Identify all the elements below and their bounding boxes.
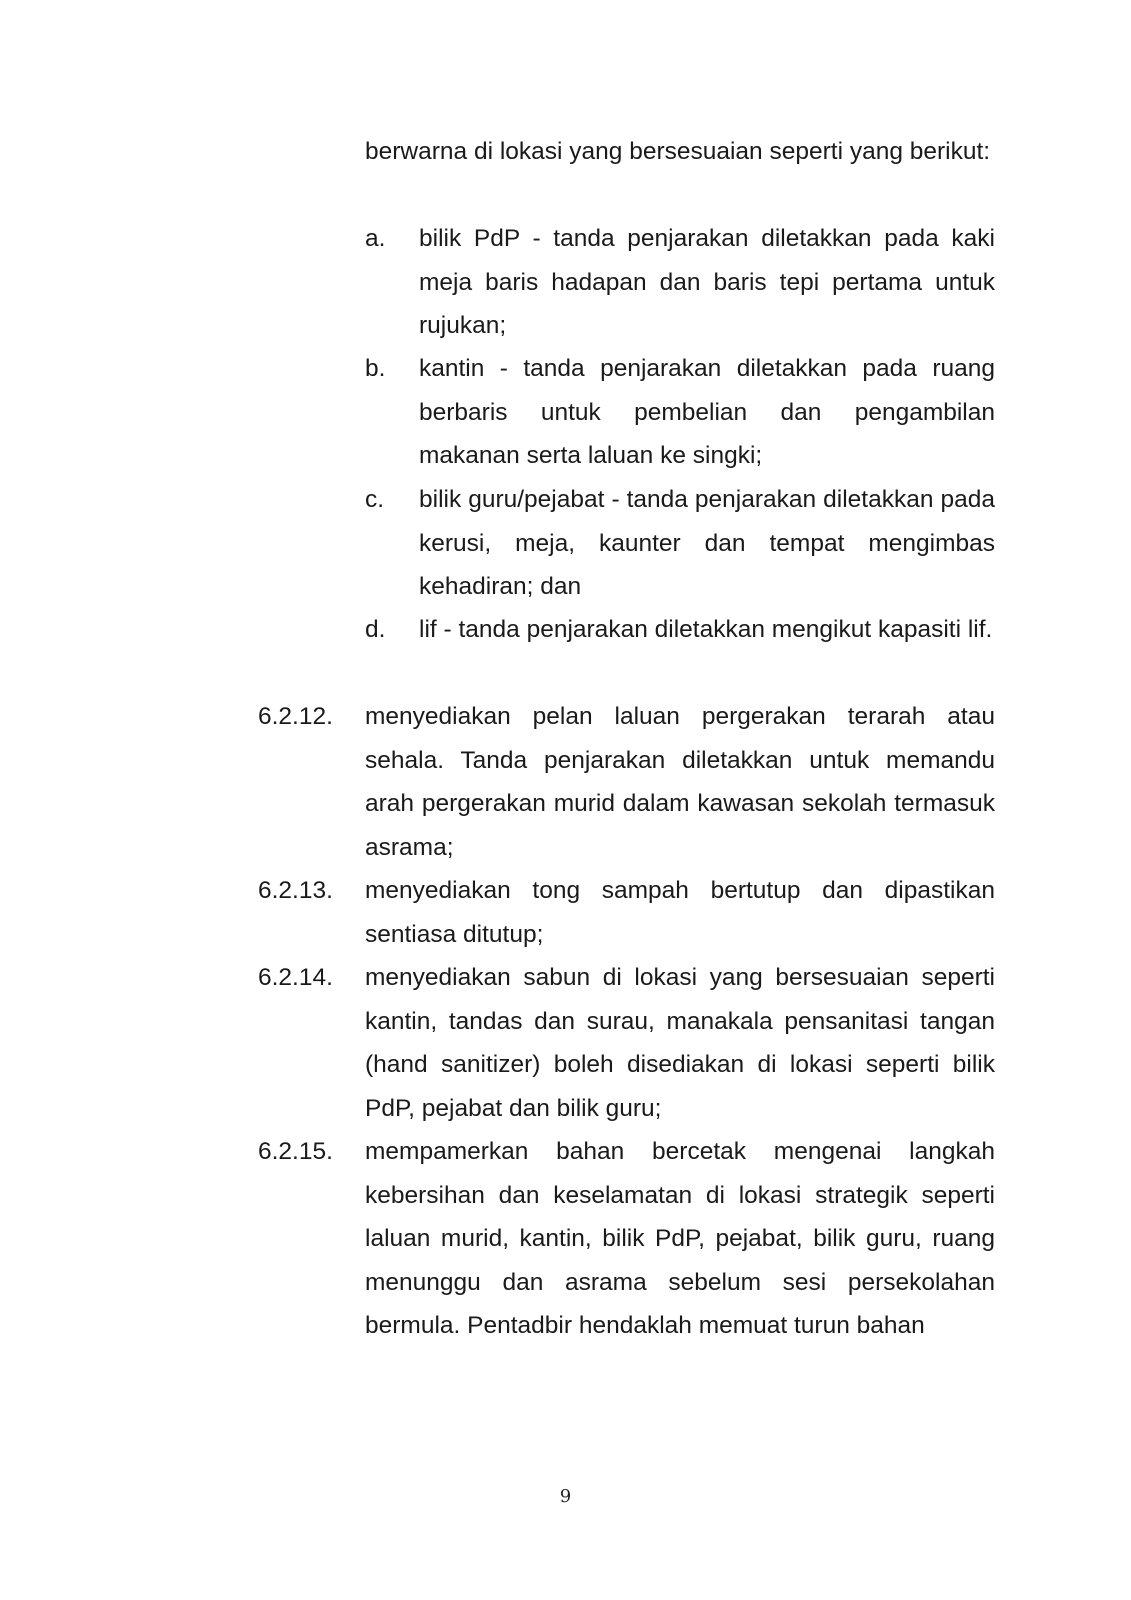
sub-item-b xyxy=(365,347,995,478)
page-number: 9 xyxy=(559,1486,572,1507)
sub-item-label: a. xyxy=(365,225,386,252)
sub-item-label: c. xyxy=(365,486,385,513)
item-text: mempamerkan bahan bercetak mengenai langkah kebersihan dan keselamatan di lokasi strategik seperti laluan murid, kantin, bilik PdP, pejabat, bilik guru, ruang menunggu dan asrama sebelum sesi persekolahan bermula. Pentadbir hendaklah memuat turun bahan xyxy=(365,1138,995,1340)
sub-item-label: b. xyxy=(365,355,386,382)
sub-item-c xyxy=(365,478,995,609)
item-number: 6.2.14. xyxy=(258,964,333,991)
sub-item-a xyxy=(365,217,995,348)
list-item-6-2-12 xyxy=(258,695,995,869)
item-text: menyediakan sabun di lokasi yang bersesuaian seperti kantin, tandas dan surau, manakala pensanitasi tangan (hand sanitizer) boleh disediakan di lokasi seperti bilik PdP, pejabat dan bilik guru; xyxy=(365,964,995,1122)
sub-item-label: d. xyxy=(365,616,386,643)
sub-item-text: kantin - tanda penjarakan diletakkan pada ruang berbaris untuk pembelian dan pengambilan makanan serta laluan ke singki; xyxy=(419,355,995,470)
intro-paragraph: berwarna di lokasi yang bersesuaian seperti yang berikut: xyxy=(365,138,991,165)
item-number: 6.2.12. xyxy=(258,703,333,730)
sub-item-text: bilik PdP - tanda penjarakan diletakkan pada kaki meja baris hadapan dan baris tepi pertama untuk rujukan; xyxy=(419,225,995,340)
item-number: 6.2.13. xyxy=(258,877,333,904)
item-text: menyediakan pelan laluan pergerakan terarah atau sehala. Tanda penjarakan diletakkan untuk memandu arah pergerakan murid dalam kawasan sekolah termasuk asrama; xyxy=(365,703,995,861)
sub-item-text: lif - tanda penjarakan diletakkan mengikut kapasiti lif. xyxy=(419,616,993,643)
item-number: 6.2.15. xyxy=(258,1138,333,1165)
sub-item-d xyxy=(365,608,995,652)
sub-item-text: bilik guru/pejabat - tanda penjarakan diletakkan pada kerusi, meja, kaunter dan tempat mengimbas kehadiran; dan xyxy=(419,486,995,601)
list-item-6-2-13 xyxy=(258,869,995,956)
list-item-6-2-14 xyxy=(258,956,995,1130)
list-item-6-2-15 xyxy=(258,1130,995,1348)
item-text: menyediakan tong sampah bertutup dan dipastikan sentiasa ditutup; xyxy=(365,877,995,948)
